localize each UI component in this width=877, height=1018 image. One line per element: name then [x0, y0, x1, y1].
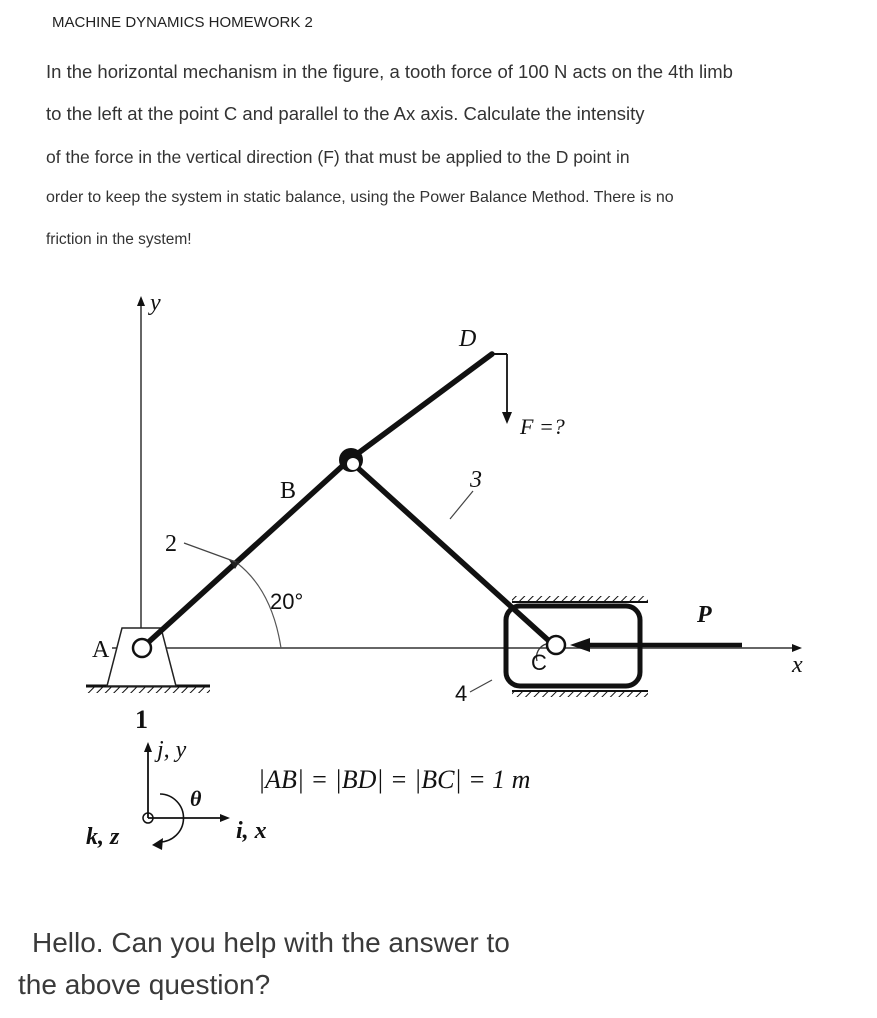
label-i-x: i, x: [236, 818, 267, 844]
leader-4: [470, 680, 492, 692]
label-3: 3: [470, 467, 482, 493]
user-question: [18, 922, 510, 1006]
leader-2: [184, 543, 236, 562]
question-line-1: Hello. Can you help with the answer to: [32, 927, 510, 958]
problem-line-5: friction in the system!: [46, 231, 192, 248]
leader-3: [450, 491, 473, 519]
force-p-arrow: [570, 638, 742, 652]
x-axis-label: x: [792, 652, 803, 678]
y-axis-label: y: [150, 290, 161, 316]
homework-title: MACHINE DYNAMICS HOMEWORK 2: [52, 14, 313, 31]
label-k-z: k, z: [86, 824, 120, 850]
link-3-bc: [349, 460, 548, 640]
question-line-2: the above question?: [18, 969, 271, 1000]
problem-line-3: of the force in the vertical direction (F) that must be applied to the D point in: [46, 147, 630, 167]
label-angle: 20°: [270, 589, 304, 614]
problem-line-4: order to keep the system in static balance, using the Power Balance Method. There is no: [46, 189, 674, 206]
label-b: B: [280, 478, 297, 504]
length-equation: |AB| = |BD| = |BC| = 1 m: [258, 765, 531, 794]
pivot-c: [547, 636, 565, 654]
problem-line-2: to the left at the point C and parallel to the Ax axis. Calculate the intensity: [46, 103, 645, 124]
y-axis: [137, 296, 145, 648]
label-1: 1: [135, 705, 148, 734]
label-d: D: [459, 326, 477, 352]
force-f-arrow: [492, 354, 512, 424]
label-2: 2: [165, 531, 177, 557]
label-4: 4: [455, 681, 468, 706]
pivot-b: [339, 448, 363, 472]
link-3-bd: [349, 354, 492, 460]
label-c: C: [531, 650, 547, 675]
label-j-y: j, y: [157, 737, 187, 763]
label-a: A: [92, 637, 110, 663]
label-p: P: [697, 602, 712, 628]
label-f: F =?: [520, 414, 565, 439]
problem-line-1: In the horizontal mechanism in the figure, a tooth force of 100 N acts on the 4th limb: [46, 61, 733, 82]
label-theta: θ: [190, 786, 202, 811]
pivot-a: [133, 639, 151, 657]
